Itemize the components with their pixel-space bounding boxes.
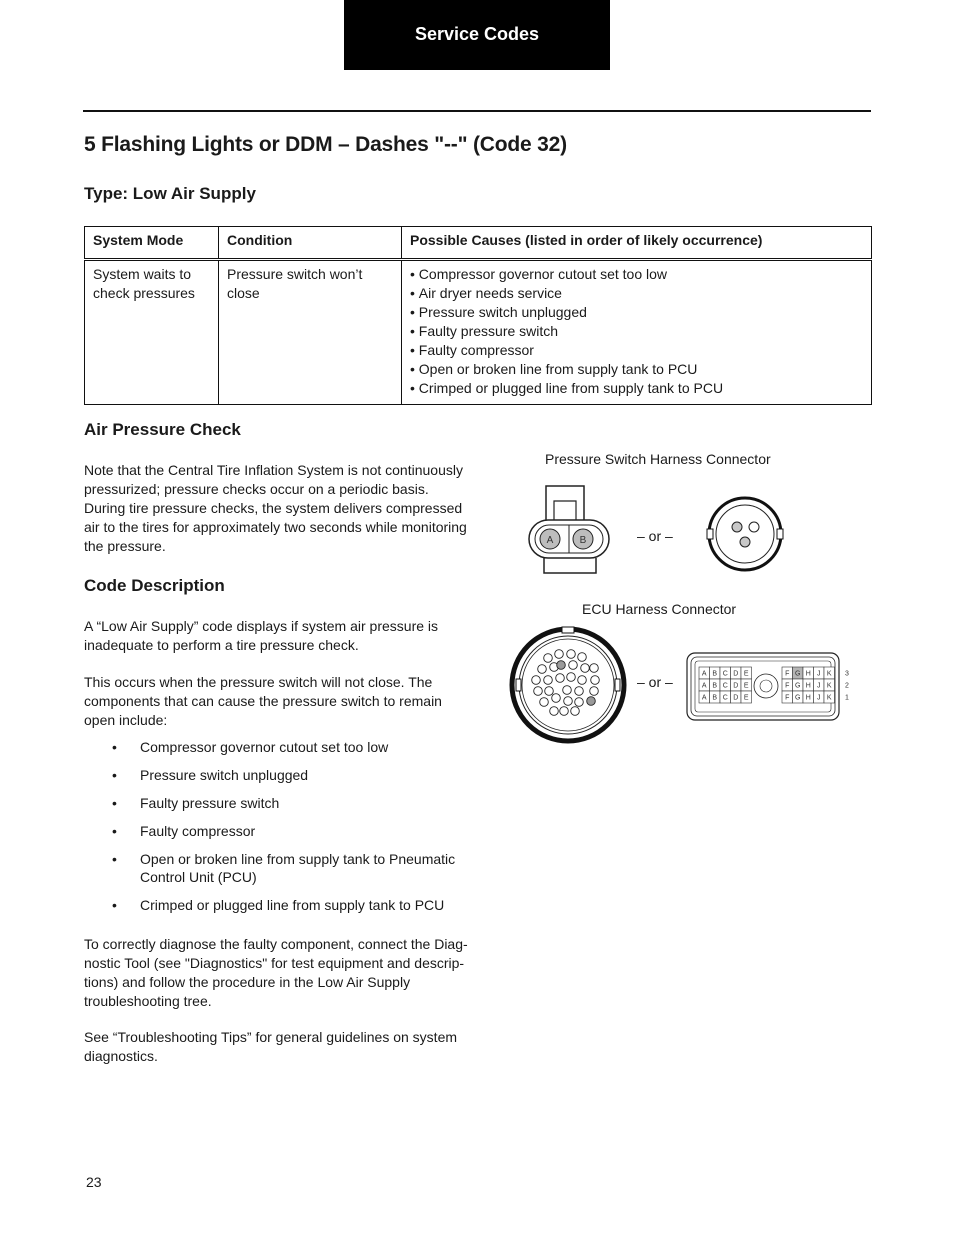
list-item <box>84 738 468 756</box>
ecu-pin-label: J <box>817 682 821 690</box>
or-separator-2: – or – <box>637 674 673 690</box>
list-item <box>84 850 468 886</box>
list-item <box>84 896 468 914</box>
list-item <box>84 766 468 784</box>
list-item: • Faulty compressor <box>410 341 863 360</box>
type-heading: Type: Low Air Supply <box>84 184 256 203</box>
ecu-pin-label: J <box>817 694 821 702</box>
list-item: • Faulty pressure switch <box>410 322 863 341</box>
cell-causes <box>402 260 872 405</box>
ecu-pin-label: F <box>785 670 790 678</box>
ecu-row-number: 1 <box>845 694 849 702</box>
ecu-pin-label: B <box>712 694 718 702</box>
ecu-pin-label: H <box>805 694 811 702</box>
list-item: • Pressure switch unplugged <box>410 303 863 322</box>
ecu-pin-label: G <box>795 670 801 678</box>
col-header-system-mode: System Mode <box>85 227 219 260</box>
ecu-pin-label: D <box>733 670 739 678</box>
ecu-pin-label: E <box>743 694 749 702</box>
causes-list <box>410 265 863 398</box>
list-item: • Open or broken line from supply tank to PCU <box>410 360 863 379</box>
bullet-mark: • <box>112 851 117 867</box>
ecu-pin-label: H <box>805 682 811 690</box>
ecu-pin-label: G <box>795 694 801 702</box>
list-item <box>84 794 468 812</box>
ecu-rectangular-connector <box>686 651 854 723</box>
bullet-mark: • <box>112 795 117 811</box>
ecu-pin-label: B <box>712 670 718 678</box>
ecu-pin-label: J <box>817 670 821 678</box>
ecu-pin-label: C <box>722 682 728 690</box>
ecu-row-number: 3 <box>845 670 849 678</box>
list-item-text: Pressure switch unplugged <box>140 767 309 783</box>
ecu-round-connector <box>508 625 628 745</box>
code-description-heading: Code Description <box>84 576 225 595</box>
code-description-p3: To correctly diagnose the faulty component, connect the Diag-nostic Tool (see "Diagnostics" for test equipment and descrip-tions) and follow the procedure in the Low Air Supply troubleshooting tree. <box>84 936 468 1009</box>
list-item-text: Open or broken line from supply tank to Pneumatic Control Unit (PCU) <box>140 851 456 885</box>
ecu-pin-label: A <box>701 682 707 690</box>
ecu-pin-label: F <box>785 682 790 690</box>
ecu-pin-label: K <box>826 682 832 690</box>
list-item: • Compressor governor cutout set too low <box>410 265 863 284</box>
or-separator-1: – or – <box>637 528 673 544</box>
page-number: 23 <box>86 1174 102 1190</box>
pin-a-label: A <box>546 535 554 546</box>
ecu-pin-label: D <box>733 694 739 702</box>
code-description-p1: A “Low Air Supply” code displays if system air pressure is inadequate to perform a tire pressure check. <box>84 618 439 653</box>
ecu-pin-label: A <box>701 694 707 702</box>
list-item-text: Crimped or plugged line from supply tank to PCU <box>140 897 445 913</box>
page-title: 5 Flashing Lights or DDM – Dashes "--" (Code 32) <box>84 133 567 156</box>
ecu-pin-label: A <box>701 670 707 678</box>
col-header-condition: Condition <box>219 227 402 260</box>
air-pressure-check-text: Note that the Central Tire Inflation System is not continuously pressurized; pressure checks occur on a periodic basis. During tire pressure checks, the system delivers compressed air to the tires for approximately two seconds while monitoring the pressure. <box>84 462 467 554</box>
bullet-mark: • <box>112 823 117 839</box>
air-pressure-check-heading: Air Pressure Check <box>84 420 241 439</box>
causes-table <box>84 226 872 405</box>
cell-system-mode: System waits to check pressures <box>85 260 219 405</box>
ecu-pin-label: C <box>722 670 728 678</box>
ecu-pin-label: C <box>722 694 728 702</box>
bullet-mark: • <box>112 767 117 783</box>
pressure-switch-connector-label: Pressure Switch Harness Connector <box>545 451 771 467</box>
pressure-switch-2pin-connector <box>526 483 618 577</box>
bullet-mark: • <box>112 897 117 913</box>
ecu-pin-label: K <box>826 694 832 702</box>
code-description-p2: This occurs when the pressure switch will not close. The components that can cause the pressure switch to remain open include: <box>84 674 442 728</box>
list-item: • Crimped or plugged line from supply tank to PCU <box>410 379 863 398</box>
ecu-pin-label: E <box>743 670 749 678</box>
component-list <box>84 738 468 924</box>
pin-b-label: B <box>579 535 587 546</box>
ecu-pin-label: F <box>785 694 790 702</box>
list-item-text: Faulty pressure switch <box>140 795 280 811</box>
list-item-text: Faulty compressor <box>140 823 256 839</box>
bullet-mark: • <box>112 739 117 755</box>
ecu-pin-label: G <box>795 682 801 690</box>
ecu-pin-label: B <box>712 682 718 690</box>
cell-condition: Pressure switch won’t close <box>219 260 402 405</box>
header-rule <box>83 110 871 112</box>
section-tab-label: Service Codes <box>414 23 540 44</box>
code-description-p4: See “Troubleshooting Tips” for general guidelines on system diagnostics. <box>84 1029 458 1064</box>
ecu-connector-label: ECU Harness Connector <box>582 601 737 617</box>
list-item <box>84 822 468 840</box>
list-item: • Air dryer needs service <box>410 284 863 303</box>
ecu-pin-label: H <box>805 670 811 678</box>
table-row <box>85 260 872 405</box>
col-header-possible-causes: Possible Causes (listed in order of likely occurrence) <box>402 227 872 260</box>
ecu-pin-label: D <box>733 682 739 690</box>
ecu-row-number: 2 <box>845 682 849 690</box>
list-item-text: Compressor governor cutout set too low <box>140 739 389 755</box>
section-tab <box>344 0 610 70</box>
ecu-pin-label: E <box>743 682 749 690</box>
table-header-row <box>85 227 872 260</box>
pressure-switch-round-connector <box>705 494 785 574</box>
ecu-pin-label: K <box>826 670 832 678</box>
